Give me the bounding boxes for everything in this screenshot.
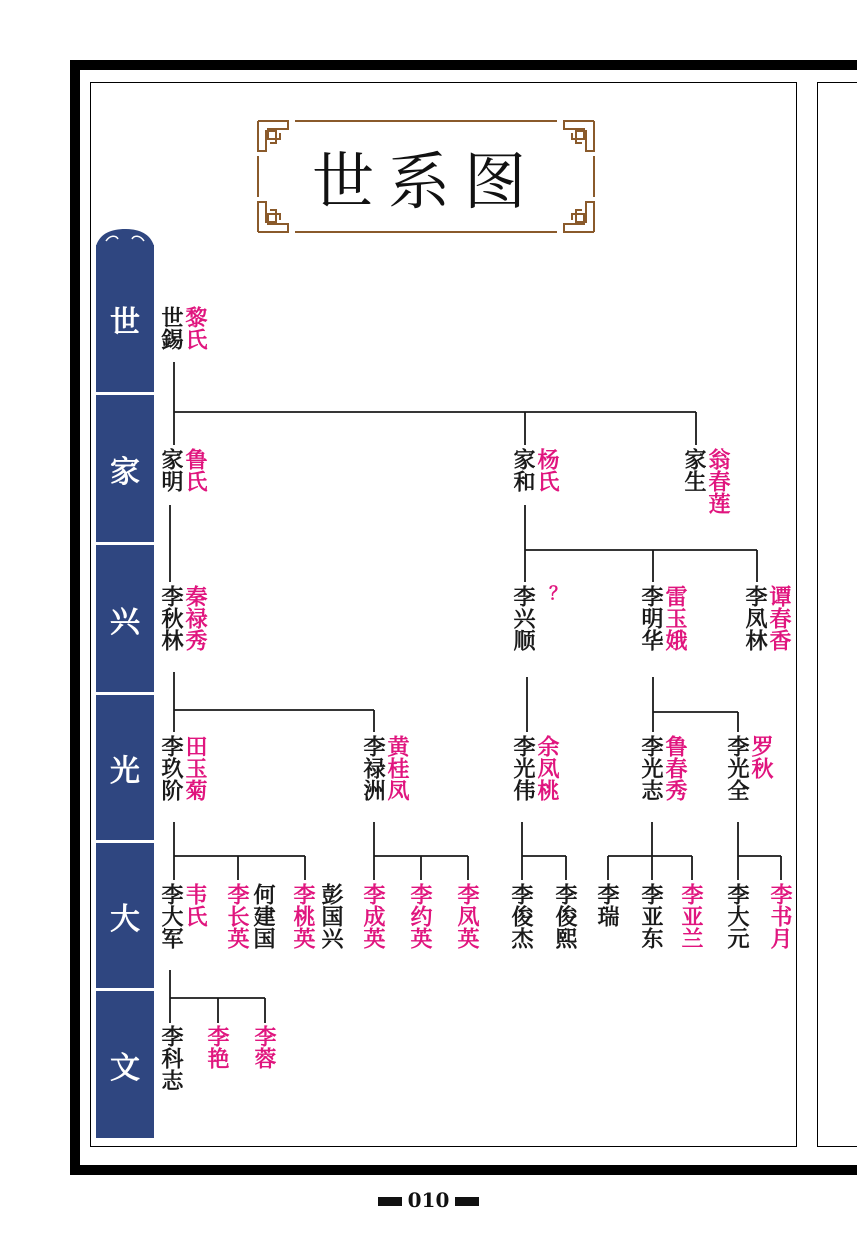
page-number-bar-right	[455, 1197, 479, 1206]
person-name: 李长英	[224, 883, 250, 949]
spouse-name: 韦氏	[182, 883, 208, 927]
person-name: 彭国兴	[318, 883, 344, 949]
person-name: 家和	[510, 448, 536, 492]
spouse-name: 杨氏	[534, 448, 560, 492]
person-name: 李光伟	[510, 735, 536, 801]
spouse-name: 鲁春秀	[662, 735, 688, 801]
generation-label-xing: 兴	[96, 545, 154, 692]
person-node-shixi	[160, 306, 250, 350]
page-number-bar-left	[378, 1197, 402, 1206]
person-name: 李蓉	[251, 1025, 277, 1069]
generation-label-guang: 光	[96, 695, 154, 840]
person-name: 李成英	[360, 883, 386, 949]
spouse-name: ？	[537, 585, 558, 603]
person-name: 李科志	[158, 1025, 184, 1091]
person-name: 李艳	[204, 1025, 230, 1069]
person-name: 李亚东	[638, 883, 664, 949]
spouse-name: 罗秋	[748, 735, 774, 779]
generation-label-wen: 文	[96, 991, 154, 1138]
person-name: 李瑞	[594, 883, 620, 927]
spouse-name: 黎氏	[182, 306, 208, 350]
page-title: 世系图	[311, 145, 540, 218]
person-name: 李兴顺	[510, 585, 536, 651]
spouse-name: 黄桂凤	[384, 735, 410, 801]
person-name: 李玖阶	[158, 735, 184, 801]
person-name: 李桃英	[290, 883, 316, 949]
person-node-yan	[206, 1025, 250, 1069]
person-node-fenglin	[744, 585, 857, 651]
person-node-qiulin	[160, 585, 294, 651]
spouse-name: 翁春莲	[705, 448, 731, 514]
person-node-guangquan	[726, 735, 838, 801]
person-name: 李禄洲	[360, 735, 386, 801]
person-node-shuyue	[769, 883, 835, 949]
person-node-jiujie	[160, 735, 294, 801]
spouse-name: 余凤桃	[534, 735, 560, 801]
generation-label-shi: 世	[96, 245, 154, 392]
person-name: 李俊熙	[552, 883, 578, 949]
person-name: 李俊杰	[508, 883, 534, 949]
person-node-rong	[253, 1025, 297, 1069]
spouse-name: 雷玉娥	[662, 585, 688, 651]
generation-label-jia: 家	[96, 395, 154, 542]
person-name: 李亚兰	[678, 883, 704, 949]
person-name: 李秋林	[158, 585, 184, 651]
person-name: 李约英	[407, 883, 433, 949]
person-name: 李光志	[638, 735, 664, 801]
person-name: 李凤英	[454, 883, 480, 949]
person-node-jiahe	[512, 448, 602, 492]
spouse-name: 鲁氏	[182, 448, 208, 492]
person-node-rui	[596, 883, 640, 927]
person-name: 李大元	[724, 883, 750, 949]
generation-label-da: 大	[96, 843, 154, 988]
person-name: 李明华	[638, 585, 664, 651]
page-number	[0, 1188, 857, 1212]
person-name: 李光全	[724, 735, 750, 801]
spouse-name: 秦禄秀	[182, 585, 208, 651]
person-name: 何建国	[250, 883, 276, 949]
person-node-luzhou	[362, 735, 496, 801]
person-node-guangwei	[512, 735, 646, 801]
person-name: 李书月	[767, 883, 793, 949]
person-name: 李凤林	[742, 585, 768, 651]
person-name: 家明	[158, 448, 184, 492]
page-number-text: 010	[407, 1188, 450, 1212]
spouse-name: 田玉菊	[182, 735, 208, 801]
spouse-name: 谭春香	[766, 585, 792, 651]
person-node-jiasheng	[683, 448, 795, 514]
person-name: 李大军	[158, 883, 184, 949]
person-node-jiaming	[160, 448, 250, 492]
person-node-xingshun	[512, 585, 602, 651]
person-name: 家生	[681, 448, 707, 492]
person-name: 世錫	[158, 306, 184, 350]
